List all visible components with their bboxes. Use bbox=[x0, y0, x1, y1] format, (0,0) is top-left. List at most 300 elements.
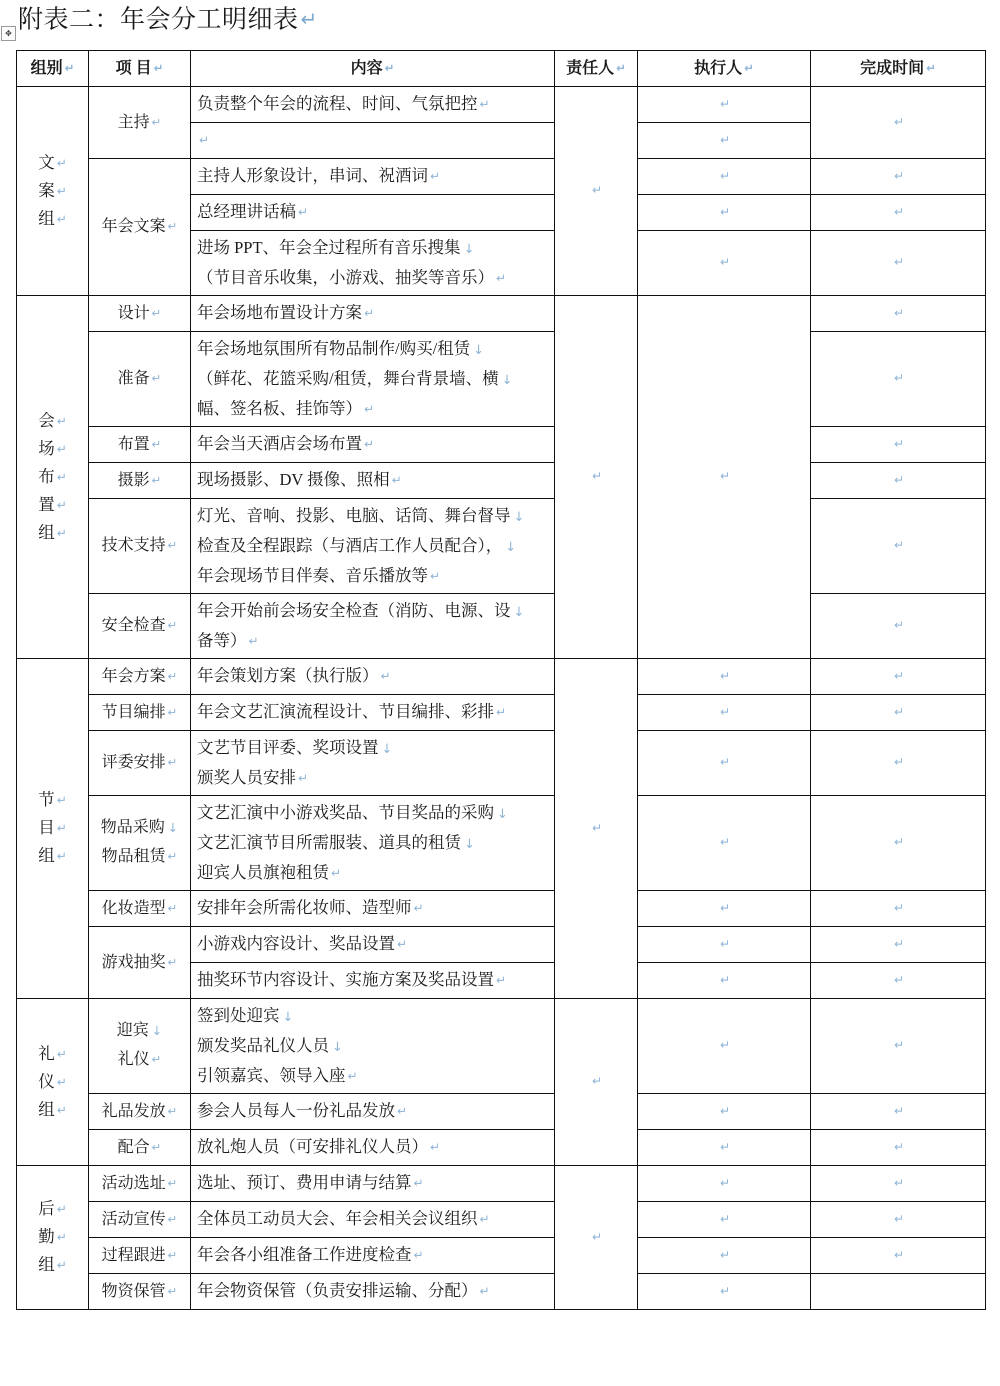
table-row bbox=[17, 1237, 986, 1273]
paragraph-mark-icon: ↵ bbox=[397, 1104, 407, 1119]
table-row bbox=[17, 1129, 986, 1165]
owner-cell bbox=[555, 295, 638, 658]
content-cell bbox=[191, 331, 555, 426]
content-cell: 现场摄影、DV 摄像、照相 ↵ bbox=[191, 462, 555, 498]
paragraph-mark-icon: ↵ bbox=[56, 497, 67, 512]
paragraph-mark-icon: ↵ bbox=[591, 1074, 603, 1089]
paragraph-mark-icon: ↵ bbox=[151, 472, 162, 487]
item-name-cell: 年会文案 ↵ bbox=[89, 158, 191, 295]
group-name-char: 目 ↵ bbox=[38, 818, 67, 838]
paragraph-mark-icon: ↵ bbox=[893, 436, 905, 451]
paragraph-mark-icon: ↵ bbox=[167, 1247, 178, 1262]
text-block bbox=[197, 799, 548, 887]
paragraph-mark-icon: ↵ bbox=[893, 472, 905, 487]
paragraph-mark-icon: ↵ bbox=[167, 1175, 178, 1190]
paragraph-mark-icon: ↵ bbox=[167, 954, 178, 969]
paragraph-mark-icon: ↵ bbox=[430, 568, 440, 583]
text-line: 幅、签名板、挂饰等） ↵ bbox=[197, 398, 374, 418]
paragraph-mark-icon: ↵ bbox=[413, 1176, 424, 1191]
item-name-cell: 礼品发放 ↵ bbox=[89, 1093, 191, 1129]
table-row bbox=[17, 1165, 986, 1201]
paragraph-mark-icon: ↵ bbox=[167, 618, 178, 633]
paragraph-mark-icon: ↵ bbox=[616, 61, 626, 75]
line-break-mark-icon: ↓ bbox=[473, 342, 484, 358]
item-name-cell: 摄影 ↵ bbox=[89, 462, 191, 498]
paragraph-mark-icon: ↵ bbox=[167, 704, 178, 719]
group-name-char: 场 ↵ bbox=[38, 438, 67, 458]
paragraph-mark-icon: ↵ bbox=[364, 401, 374, 416]
paragraph-mark-icon: ↵ bbox=[56, 1102, 67, 1117]
paragraph-mark-icon: ↵ bbox=[430, 169, 440, 184]
duedate-cell bbox=[811, 962, 986, 998]
line-break-mark-icon: ↓ bbox=[505, 539, 517, 555]
group-name-char: 组 ↵ bbox=[38, 208, 67, 228]
table-row bbox=[17, 158, 986, 194]
executor-cell bbox=[638, 122, 811, 158]
paragraph-mark-icon: ↵ bbox=[167, 219, 178, 234]
table-move-handle-icon[interactable] bbox=[1, 26, 16, 41]
paragraph-mark-icon: ↵ bbox=[893, 668, 905, 683]
paragraph-mark-icon: ↵ bbox=[364, 306, 374, 321]
content-cell bbox=[191, 998, 555, 1093]
line-break-mark-icon: ↓ bbox=[167, 820, 179, 836]
paragraph-mark-icon: ↵ bbox=[719, 1247, 731, 1262]
content-cell: 放礼炮人员（可安排礼仪人员） ↵ bbox=[191, 1129, 555, 1165]
item-name-cell: 过程跟进 ↵ bbox=[89, 1237, 191, 1273]
paragraph-mark-icon: ↵ bbox=[719, 1038, 731, 1053]
item-name-cell bbox=[89, 795, 191, 890]
executor-cell bbox=[638, 926, 811, 962]
line-break-mark-icon: ↓ bbox=[513, 604, 525, 620]
paragraph-mark-icon: ↵ bbox=[298, 770, 308, 785]
paragraph-mark-icon: ↵ bbox=[151, 1052, 162, 1067]
content-cell: 主持人形象设计，串词、祝酒词 ↵ bbox=[191, 158, 555, 194]
paragraph-mark-icon: ↵ bbox=[380, 669, 391, 684]
paragraph-mark-icon: ↵ bbox=[719, 936, 731, 951]
paragraph-mark-icon: ↵ bbox=[893, 538, 905, 553]
text-line: 年会场地氛围所有物品制作/购买/租赁 ↓ bbox=[197, 338, 484, 358]
duedate-cell bbox=[811, 890, 986, 926]
owner-cell bbox=[555, 86, 638, 295]
paragraph-mark-icon: ↵ bbox=[719, 469, 731, 484]
paragraph-mark-icon: ↵ bbox=[893, 371, 905, 386]
text-line: 灯光、音响、投影、电脑、话筒、舞台督导 ↓ bbox=[197, 505, 525, 525]
paragraph-mark-icon: ↵ bbox=[496, 270, 506, 285]
column-header-group: 组别 ↵ bbox=[17, 51, 89, 87]
content-cell: 参会人员每人一份礼品发放 ↵ bbox=[191, 1093, 555, 1129]
paragraph-mark-icon: ↵ bbox=[300, 7, 318, 31]
table-row bbox=[17, 295, 986, 331]
content-cell bbox=[191, 730, 555, 795]
item-name-cell: 配合 ↵ bbox=[89, 1129, 191, 1165]
table-row bbox=[17, 1201, 986, 1237]
table-row bbox=[17, 462, 986, 498]
assignment-table bbox=[16, 50, 986, 1310]
item-name-cell: 安全检查 ↵ bbox=[89, 593, 191, 658]
move-handle-glyph: ✥ bbox=[5, 29, 12, 38]
text-line: 颁发奖品礼仪人员 ↓ bbox=[197, 1035, 343, 1055]
table-body bbox=[17, 86, 986, 1309]
line-break-mark-icon: ↓ bbox=[381, 741, 393, 757]
group-name-char: 组 ↵ bbox=[38, 522, 67, 542]
paragraph-mark-icon: ↵ bbox=[719, 132, 731, 147]
paragraph-mark-icon: ↵ bbox=[893, 204, 905, 219]
text-line: 检查及全程跟踪（与酒店工作人员配合）， ↓ bbox=[197, 535, 517, 555]
column-header-owner: 责任人 ↵ bbox=[555, 51, 638, 87]
executor-cell bbox=[638, 1237, 811, 1273]
duedate-cell bbox=[811, 926, 986, 962]
paragraph-mark-icon: ↵ bbox=[151, 371, 162, 386]
content-cell bbox=[191, 593, 555, 658]
group-name-char: 组 ↵ bbox=[38, 1255, 67, 1275]
paragraph-mark-icon: ↵ bbox=[167, 1211, 178, 1226]
paragraph-mark-icon: ↵ bbox=[719, 972, 731, 987]
table-row bbox=[17, 331, 986, 426]
paragraph-mark-icon: ↵ bbox=[384, 61, 395, 75]
paragraph-mark-icon: ↵ bbox=[413, 1248, 424, 1263]
item-name-cell bbox=[89, 998, 191, 1093]
executor-cell bbox=[638, 658, 811, 694]
paragraph-mark-icon: ↵ bbox=[56, 821, 67, 836]
paragraph-mark-icon: ↵ bbox=[719, 755, 731, 770]
content-cell: 年会文艺汇演流程设计、节目编排、彩排 ↵ bbox=[191, 694, 555, 730]
item-name-cell: 游戏抽奖 ↵ bbox=[89, 926, 191, 998]
text-line: 颁奖人员安排 ↵ bbox=[197, 767, 308, 787]
executor-cell bbox=[638, 295, 811, 658]
group-name-char: 文 ↵ bbox=[38, 152, 67, 172]
paragraph-mark-icon: ↵ bbox=[397, 937, 407, 952]
text-line: 迎宾人员旗袍租赁 ↵ bbox=[197, 862, 341, 882]
text-line: 签到处迎宾 ↓ bbox=[197, 1005, 294, 1025]
executor-cell bbox=[638, 194, 811, 230]
paragraph-mark-icon: ↵ bbox=[719, 900, 731, 915]
text-block bbox=[197, 335, 548, 423]
text-line: 年会开始前会场安全检查（消防、电源、设 ↓ bbox=[197, 600, 525, 620]
group-name-char: 礼 ↵ bbox=[38, 1043, 67, 1063]
group-name-char: 勤 ↵ bbox=[38, 1227, 67, 1247]
paragraph-mark-icon: ↵ bbox=[591, 183, 603, 198]
group-name-char: 案 ↵ bbox=[38, 180, 67, 200]
duedate-cell bbox=[811, 86, 986, 158]
text-block bbox=[95, 814, 184, 871]
paragraph-mark-icon: ↵ bbox=[151, 114, 162, 129]
paragraph-mark-icon: ↵ bbox=[719, 204, 731, 219]
text-line: 迎宾 ↓ bbox=[116, 1022, 163, 1040]
paragraph-mark-icon: ↵ bbox=[893, 835, 905, 850]
table-row bbox=[17, 998, 986, 1093]
item-name-cell: 主持 ↵ bbox=[89, 86, 191, 158]
paragraph-mark-icon: ↵ bbox=[56, 1046, 67, 1061]
text-line: 物品租赁 ↵ bbox=[101, 848, 178, 866]
paragraph-mark-icon: ↵ bbox=[893, 114, 905, 129]
item-name-cell: 化妆造型 ↵ bbox=[89, 890, 191, 926]
paragraph-mark-icon: ↵ bbox=[479, 1284, 490, 1299]
paragraph-mark-icon: ↵ bbox=[893, 305, 905, 320]
line-break-mark-icon: ↓ bbox=[332, 1039, 343, 1055]
table-row bbox=[17, 694, 986, 730]
paragraph-mark-icon: ↵ bbox=[167, 755, 178, 770]
paragraph-mark-icon: ↵ bbox=[413, 901, 424, 916]
group-name-char: 置 ↵ bbox=[38, 494, 67, 514]
executor-cell bbox=[638, 86, 811, 122]
paragraph-mark-icon: ↵ bbox=[151, 436, 162, 451]
paragraph-mark-icon: ↵ bbox=[893, 704, 905, 719]
group-name-char: 仪 ↵ bbox=[38, 1071, 67, 1091]
executor-cell bbox=[638, 1129, 811, 1165]
paragraph-mark-icon: ↵ bbox=[151, 1139, 162, 1154]
duedate-cell bbox=[811, 1129, 986, 1165]
duedate-cell bbox=[811, 795, 986, 890]
line-break-mark-icon: ↓ bbox=[513, 509, 525, 525]
text-block bbox=[197, 1002, 548, 1090]
column-header-duedate: 完成时间 ↵ bbox=[811, 51, 986, 87]
content-cell: 负责整个年会的流程、时间、气氛把控 ↵ bbox=[191, 86, 555, 122]
paragraph-mark-icon: ↵ bbox=[56, 793, 67, 808]
paragraph-mark-icon: ↵ bbox=[719, 1139, 731, 1154]
duedate-cell bbox=[811, 694, 986, 730]
table-row bbox=[17, 593, 986, 658]
paragraph-mark-icon: ↵ bbox=[167, 1103, 178, 1118]
paragraph-mark-icon: ↵ bbox=[591, 820, 603, 835]
item-name-cell: 准备 ↵ bbox=[89, 331, 191, 426]
group-name-char: 布 ↵ bbox=[38, 466, 67, 486]
paragraph-mark-icon: ↵ bbox=[167, 1283, 178, 1298]
paragraph-mark-icon: ↵ bbox=[364, 437, 374, 452]
content-cell: 抽奖环节内容设计、实施方案及奖品设置 ↵ bbox=[191, 962, 555, 998]
duedate-cell bbox=[811, 158, 986, 194]
paragraph-mark-icon: ↵ bbox=[167, 849, 178, 864]
paragraph-mark-icon: ↵ bbox=[893, 972, 905, 987]
line-break-mark-icon: ↓ bbox=[282, 1009, 294, 1025]
paragraph-mark-icon: ↵ bbox=[719, 1211, 731, 1226]
paragraph-mark-icon: ↵ bbox=[719, 1103, 731, 1118]
content-cell bbox=[191, 498, 555, 593]
group-name-cell bbox=[17, 658, 89, 998]
executor-cell bbox=[638, 230, 811, 295]
table-row bbox=[17, 795, 986, 890]
group-name-char: 后 ↵ bbox=[38, 1199, 67, 1218]
duedate-cell bbox=[811, 1165, 986, 1201]
paragraph-mark-icon: ↵ bbox=[199, 133, 209, 148]
duedate-cell bbox=[811, 230, 986, 295]
paragraph-mark-icon: ↵ bbox=[719, 668, 731, 683]
item-name-cell: 节目编排 ↵ bbox=[89, 694, 191, 730]
content-cell: 小游戏内容设计、奖品设置 ↵ bbox=[191, 926, 555, 962]
page-title bbox=[18, 2, 318, 38]
paragraph-mark-icon: ↵ bbox=[167, 668, 178, 683]
table-row bbox=[17, 658, 986, 694]
paragraph-mark-icon: ↵ bbox=[56, 1074, 67, 1089]
paragraph-mark-icon: ↵ bbox=[893, 618, 905, 633]
duedate-cell bbox=[811, 498, 986, 593]
page-title-text: 附表二：年会分工明细表 bbox=[18, 6, 299, 34]
text-line: 文艺汇演节目所需服装、道具的租赁 ↓ bbox=[197, 832, 475, 852]
paragraph-mark-icon: ↵ bbox=[496, 705, 506, 720]
paragraph-mark-icon: ↵ bbox=[167, 538, 178, 553]
text-line: 备等） ↵ bbox=[197, 630, 259, 650]
paragraph-mark-icon: ↵ bbox=[151, 305, 162, 320]
executor-cell bbox=[638, 1201, 811, 1237]
owner-cell bbox=[555, 998, 638, 1165]
group-name-cell bbox=[17, 1165, 89, 1309]
duedate-cell bbox=[811, 658, 986, 694]
content-cell: 全体员工动员大会、年会相关会议组织 ↵ bbox=[191, 1201, 555, 1237]
column-header-content: 内容 ↵ bbox=[191, 51, 555, 87]
paragraph-mark-icon: ↵ bbox=[893, 936, 905, 951]
paragraph-mark-icon: ↵ bbox=[56, 183, 67, 198]
paragraph-mark-icon: ↵ bbox=[591, 1229, 603, 1244]
text-line: 进场 PPT、年会全过程所有音乐搜集 ↓ bbox=[197, 237, 475, 257]
paragraph-mark-icon: ↵ bbox=[893, 255, 905, 270]
paragraph-mark-icon: ↵ bbox=[56, 211, 67, 226]
line-break-mark-icon: ↓ bbox=[464, 836, 475, 852]
paragraph-mark-icon: ↵ bbox=[347, 1068, 358, 1083]
executor-cell bbox=[638, 1093, 811, 1129]
line-break-mark-icon: ↓ bbox=[497, 806, 508, 822]
group-name-cell bbox=[17, 295, 89, 658]
group-name-char: 组 ↵ bbox=[38, 1099, 67, 1119]
paragraph-mark-icon: ↵ bbox=[893, 1103, 905, 1118]
table-row bbox=[17, 426, 986, 462]
content-cell bbox=[191, 122, 555, 158]
paragraph-mark-icon: ↵ bbox=[479, 97, 490, 112]
paragraph-mark-icon: ↵ bbox=[391, 473, 402, 488]
line-break-mark-icon: ↓ bbox=[151, 1023, 163, 1039]
column-header-executor: 执行人 ↵ bbox=[638, 51, 811, 87]
executor-cell bbox=[638, 890, 811, 926]
duedate-cell bbox=[811, 998, 986, 1093]
content-cell: 年会策划方案（执行版） ↵ bbox=[191, 658, 555, 694]
paragraph-mark-icon: ↵ bbox=[744, 61, 754, 75]
paragraph-mark-icon: ↵ bbox=[893, 1038, 905, 1053]
item-name-cell: 设计 ↵ bbox=[89, 295, 191, 331]
paragraph-mark-icon: ↵ bbox=[56, 413, 67, 428]
paragraph-mark-icon: ↵ bbox=[56, 1258, 67, 1273]
paragraph-mark-icon: ↵ bbox=[56, 849, 67, 864]
paragraph-mark-icon: ↵ bbox=[893, 1211, 905, 1226]
item-name-cell: 技术支持 ↵ bbox=[89, 498, 191, 593]
paragraph-mark-icon: ↵ bbox=[719, 835, 731, 850]
paragraph-mark-icon: ↵ bbox=[893, 1175, 905, 1190]
text-block bbox=[197, 502, 548, 590]
table-header bbox=[17, 51, 986, 87]
paragraph-mark-icon: ↵ bbox=[719, 1175, 731, 1190]
text-line: 引领嘉宾、领导入座 ↵ bbox=[197, 1065, 358, 1085]
group-name-char: 组 ↵ bbox=[38, 846, 67, 866]
paragraph-mark-icon: ↵ bbox=[56, 1230, 67, 1245]
paragraph-mark-icon: ↵ bbox=[56, 469, 67, 484]
paragraph-mark-icon: ↵ bbox=[430, 1140, 440, 1155]
table-row bbox=[17, 498, 986, 593]
group-name-char: 节 ↵ bbox=[38, 790, 67, 810]
paragraph-mark-icon: ↵ bbox=[926, 61, 936, 75]
owner-cell bbox=[555, 1165, 638, 1309]
paragraph-mark-icon: ↵ bbox=[893, 1139, 905, 1154]
content-cell: 年会场地布置设计方案 ↵ bbox=[191, 295, 555, 331]
duedate-cell bbox=[811, 295, 986, 331]
content-cell: 年会当天酒店会场布置 ↵ bbox=[191, 426, 555, 462]
paragraph-mark-icon: ↵ bbox=[331, 865, 341, 880]
paragraph-mark-icon: ↵ bbox=[479, 1212, 490, 1227]
executor-cell bbox=[638, 158, 811, 194]
paragraph-mark-icon: ↵ bbox=[719, 96, 731, 111]
paragraph-mark-icon: ↵ bbox=[298, 205, 308, 220]
paragraph-mark-icon: ↵ bbox=[719, 255, 731, 270]
paragraph-mark-icon: ↵ bbox=[153, 61, 164, 75]
content-cell: 总经理讲话稿 ↵ bbox=[191, 194, 555, 230]
duedate-cell bbox=[811, 426, 986, 462]
text-block bbox=[197, 597, 548, 655]
content-cell: 年会各小组准备工作进度检查 ↵ bbox=[191, 1237, 555, 1273]
table-row bbox=[17, 890, 986, 926]
content-cell: 安排年会所需化妆师、造型师 ↵ bbox=[191, 890, 555, 926]
duedate-cell bbox=[811, 593, 986, 658]
table-row bbox=[17, 730, 986, 795]
group-name-cell bbox=[17, 998, 89, 1165]
text-line: （节目音乐收集，小游戏、抽奖等音乐） ↵ bbox=[197, 267, 506, 287]
owner-cell bbox=[555, 658, 638, 998]
content-cell bbox=[191, 795, 555, 890]
content-cell: 选址、预订、费用申请与结算 ↵ bbox=[191, 1165, 555, 1201]
paragraph-mark-icon: ↵ bbox=[56, 525, 67, 540]
table-row bbox=[17, 1273, 986, 1309]
paragraph-mark-icon: ↵ bbox=[893, 755, 905, 770]
group-name-char: 会 ↵ bbox=[38, 410, 67, 430]
duedate-cell bbox=[811, 462, 986, 498]
item-name-cell: 年会方案 ↵ bbox=[89, 658, 191, 694]
item-name-cell: 布置 ↵ bbox=[89, 426, 191, 462]
header-row bbox=[17, 51, 986, 87]
text-line: 文艺汇演中小游戏奖品、节目奖品的采购 ↓ bbox=[197, 802, 508, 822]
duedate-cell bbox=[811, 1273, 986, 1309]
text-line: 物品采购 ↓ bbox=[100, 819, 179, 837]
item-name-cell: 活动宣传 ↵ bbox=[89, 1201, 191, 1237]
table-row bbox=[17, 926, 986, 962]
item-name-cell: 物资保管 ↵ bbox=[89, 1273, 191, 1309]
item-name-cell: 活动选址 ↵ bbox=[89, 1165, 191, 1201]
paragraph-mark-icon: ↵ bbox=[167, 900, 178, 915]
executor-cell bbox=[638, 1273, 811, 1309]
executor-cell bbox=[638, 998, 811, 1093]
column-header-item: 项 目 ↵ bbox=[89, 51, 191, 87]
paragraph-mark-icon: ↵ bbox=[248, 633, 259, 648]
duedate-cell bbox=[811, 730, 986, 795]
paragraph-mark-icon: ↵ bbox=[64, 61, 75, 75]
text-block bbox=[197, 734, 548, 792]
paragraph-mark-icon: ↵ bbox=[56, 441, 67, 456]
executor-cell bbox=[638, 730, 811, 795]
text-line: （鲜花、花篮采购/租赁，舞台背景墙、横 ↓ bbox=[197, 368, 513, 388]
executor-cell bbox=[638, 1165, 811, 1201]
paragraph-mark-icon: ↵ bbox=[719, 168, 731, 183]
paragraph-mark-icon: ↵ bbox=[893, 168, 905, 183]
text-block bbox=[197, 234, 548, 292]
paragraph-mark-icon: ↵ bbox=[893, 1247, 905, 1262]
duedate-cell bbox=[811, 1093, 986, 1129]
line-break-mark-icon: ↓ bbox=[463, 241, 475, 257]
paragraph-mark-icon: ↵ bbox=[719, 1283, 731, 1298]
text-line: 礼仪 ↵ bbox=[117, 1051, 162, 1069]
text-line: 年会现场节目伴奏、音乐播放等 ↵ bbox=[197, 565, 440, 585]
table-row bbox=[17, 1093, 986, 1129]
item-name-cell: 评委安排 ↵ bbox=[89, 730, 191, 795]
paragraph-mark-icon: ↵ bbox=[719, 704, 731, 719]
text-line: 文艺节目评委、奖项设置 ↓ bbox=[197, 737, 393, 757]
group-name-cell bbox=[17, 86, 89, 295]
line-break-mark-icon: ↓ bbox=[501, 372, 513, 388]
duedate-cell bbox=[811, 1237, 986, 1273]
duedate-cell bbox=[811, 1201, 986, 1237]
